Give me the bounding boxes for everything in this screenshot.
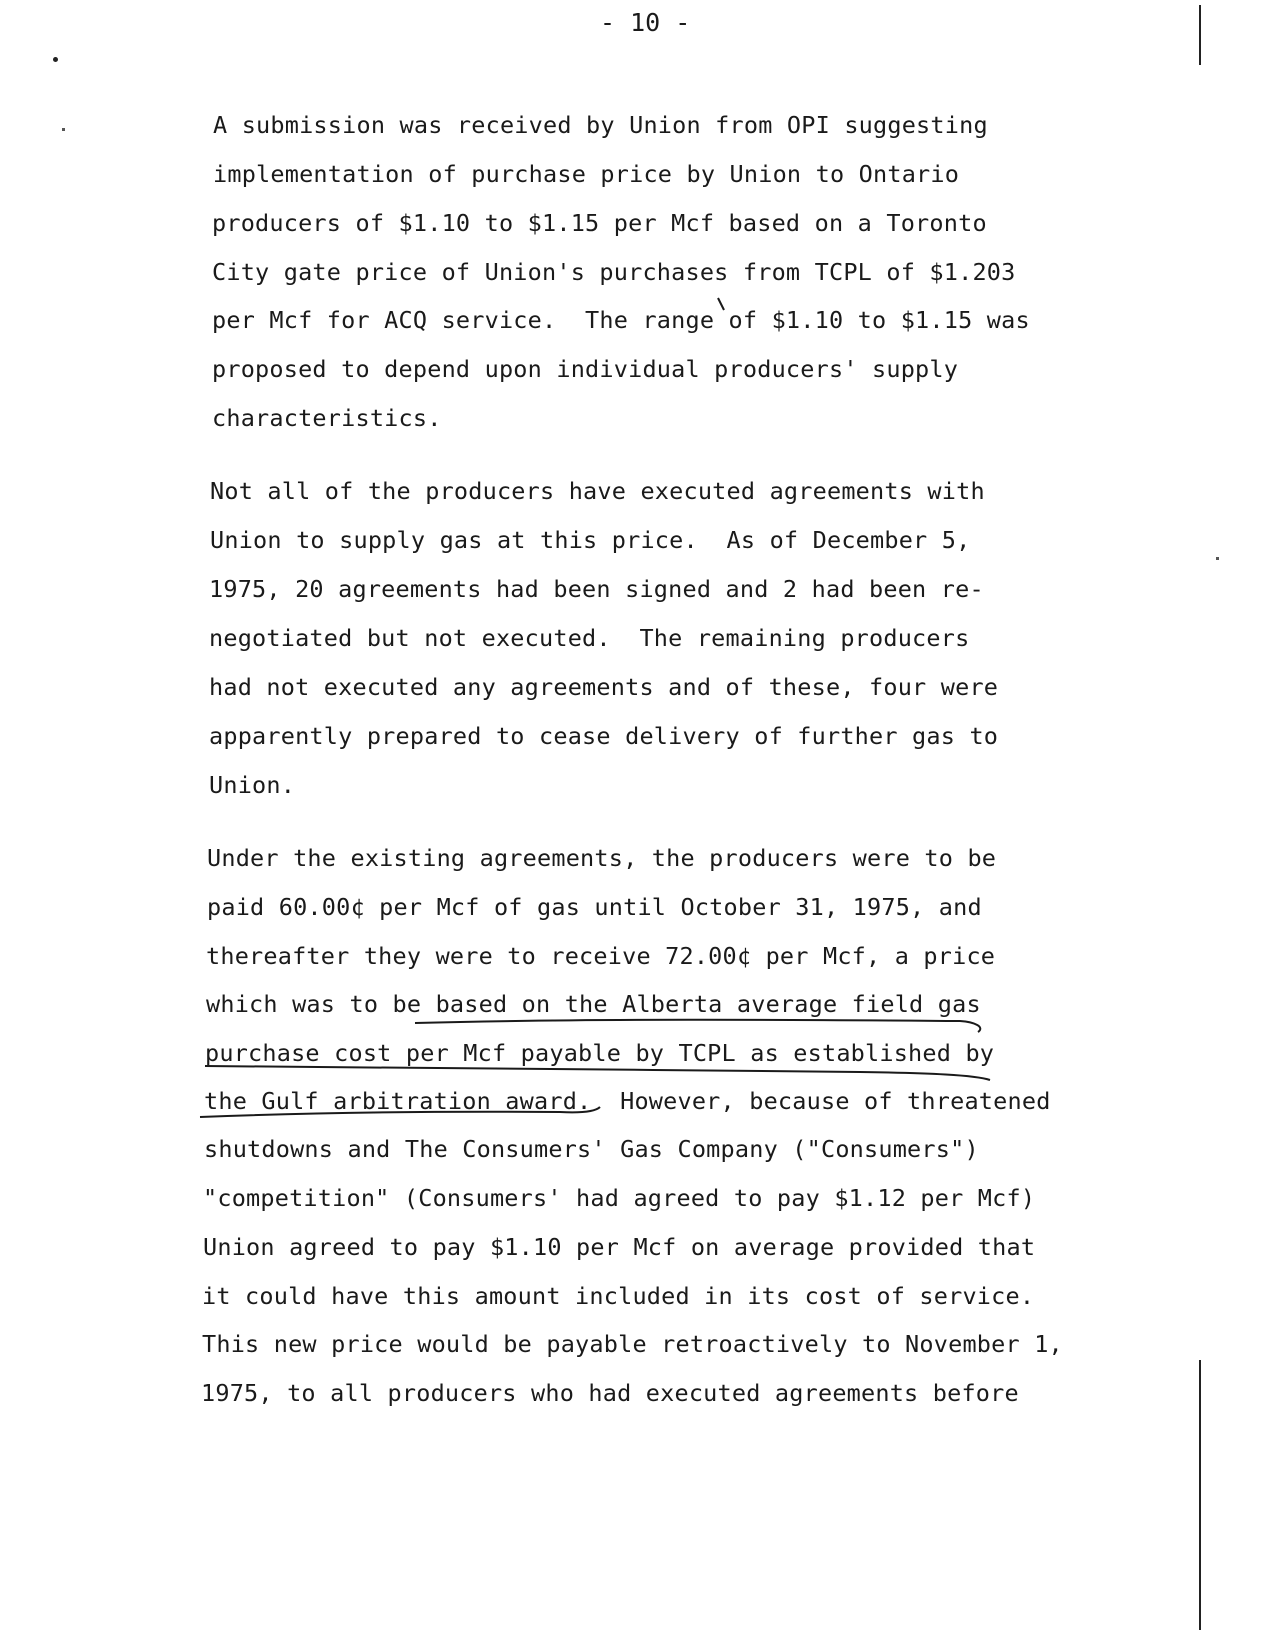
text-line: shutdowns and The Consumers' Gas Company ("Consumers") <box>204 1135 979 1163</box>
text-line: This new price would be payable retroactively to November 1, <box>202 1330 1063 1358</box>
page-number: - 10 - <box>600 8 691 37</box>
text-line: producers of $1.10 to $1.15 per Mcf based on a Toronto <box>212 209 987 237</box>
text-line: per Mcf for ACQ service. The range of $1.10 to $1.15 was <box>212 306 1030 334</box>
text-line: negotiated but not executed. The remaining producers <box>209 624 970 652</box>
text-line: City gate price of Union's purchases from TCPL of $1.203 <box>212 258 1016 286</box>
text-line: the Gulf arbitration award. However, because of threatened <box>204 1087 1051 1115</box>
scan-edge-line <box>1199 1360 1201 1630</box>
text-line: thereafter they were to receive 72.00¢ per Mcf, a price <box>206 942 996 970</box>
text-line: implementation of purchase price by Union to Ontario <box>213 160 960 188</box>
scan-mark <box>1216 557 1219 560</box>
text-line: purchase cost per Mcf payable by TCPL as established by <box>205 1039 995 1067</box>
text-line: which was to be based on the Alberta average field gas <box>206 990 981 1018</box>
text-line: characteristics. <box>212 404 442 432</box>
text-line: 1975, to all producers who had executed agreements before <box>201 1379 1019 1407</box>
text-line: Not all of the producers have executed agreements with <box>210 477 985 505</box>
text-line: apparently prepared to cease delivery of further gas to <box>209 722 999 750</box>
scan-edge-line <box>1199 5 1201 65</box>
text-line: "competition" (Consumers' had agreed to pay $1.12 per Mcf) <box>203 1184 1036 1212</box>
text-line: paid 60.00¢ per Mcf of gas until October 31, 1975, and <box>207 893 982 921</box>
scan-speck <box>53 57 58 62</box>
text-line: had not executed any agreements and of these, four were <box>209 673 999 701</box>
text-line: Union. <box>209 771 296 799</box>
text-line: Union to supply gas at this price. As of December 5, <box>210 526 971 554</box>
text-line: Under the existing agreements, the producers were to be <box>207 844 997 872</box>
text-line: proposed to depend upon individual producers' supply <box>212 355 959 383</box>
text-line: 1975, 20 agreements had been signed and 2 had been re- <box>209 575 984 603</box>
text-line: it could have this amount included in its cost of service. <box>202 1282 1035 1310</box>
text-line: A submission was received by Union from OPI suggesting <box>213 111 988 139</box>
scan-mark <box>62 128 65 131</box>
text-line: Union agreed to pay $1.10 per Mcf on average provided that <box>203 1233 1036 1261</box>
